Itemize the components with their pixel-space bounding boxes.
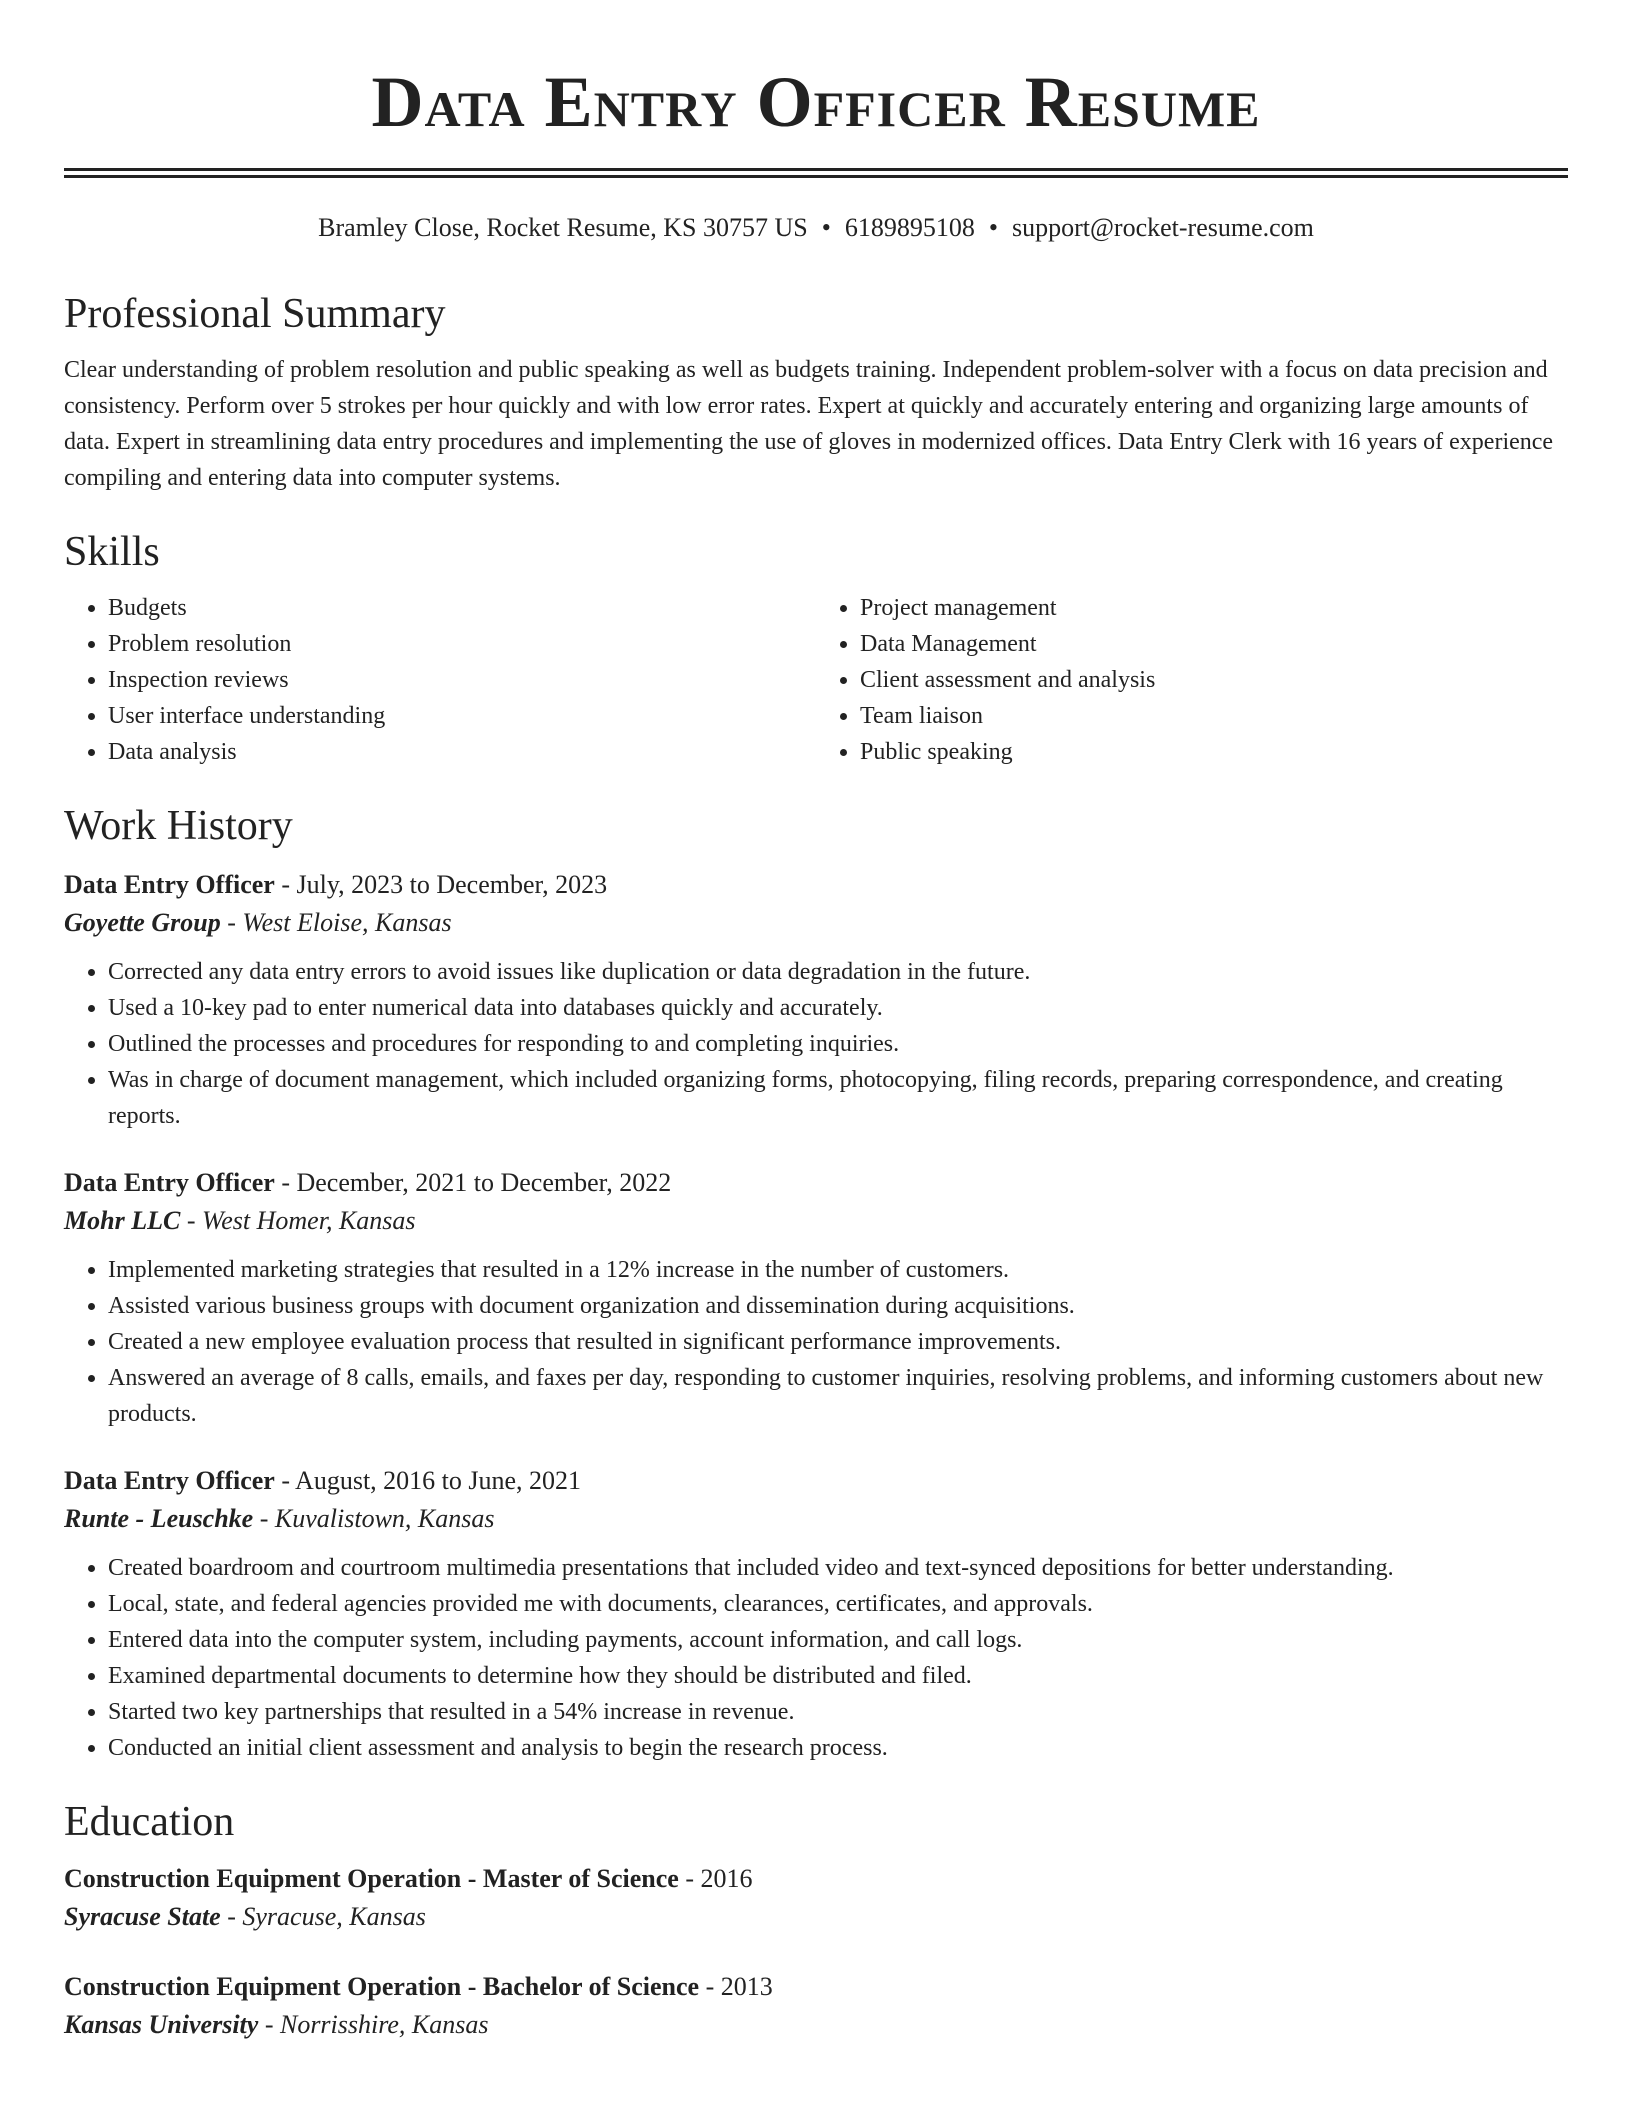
job-bullet: • Local, state, and federal agencies provided me with documents, clearances, certificates, and approvals.: [108, 1586, 1568, 1622]
job-bullet: • Corrected any data entry errors to avoid issues like duplication or data degradation in the future.: [108, 954, 1568, 990]
job-bullets: [64, 1252, 1568, 1432]
contact-phone: 6189895108: [844, 213, 975, 242]
skill-item: • Problem resolution: [108, 626, 816, 662]
job-location: - West Eloise, Kansas: [220, 908, 452, 937]
skill-item: • Inspection reviews: [108, 662, 816, 698]
contact-line: [64, 210, 1568, 246]
education-year: - 2016: [678, 1864, 753, 1893]
job-company: Mohr LLC: [64, 1206, 181, 1235]
job-bullet: • Created a new employee evaluation process that resulted in significant performance improvements.: [108, 1324, 1568, 1360]
skill-item: • Budgets: [108, 590, 816, 626]
job-bullet: • Implemented marketing strategies that resulted in a 12% increase in the number of customers.: [108, 1252, 1568, 1288]
education-entry: [64, 1860, 1568, 1936]
education-year: - 2013: [699, 1972, 773, 2001]
job-entry: [64, 866, 1568, 1134]
job-company-line: [64, 904, 1568, 942]
job-dates: - August, 2016 to June, 2021: [274, 1466, 582, 1495]
education-degree-line: [64, 1968, 1568, 2006]
job-bullet: • Started two key partnerships that resulted in a 54% increase in revenue.: [108, 1694, 1568, 1730]
work-history-section: [64, 798, 1568, 1766]
job-bullet: • Assisted various business groups with document organization and dissemination during acquisitions.: [108, 1288, 1568, 1324]
education-section: [64, 1794, 1568, 2044]
job-title-line: [64, 1164, 1568, 1202]
job-company-line: [64, 1202, 1568, 1240]
job-company: Runte - Leuschke: [64, 1504, 254, 1533]
job-bullet: • Was in charge of document management, which included organizing forms, photocopying, filing records, preparing correspondence, and creating reports.: [108, 1062, 1568, 1134]
skills-list-left: [64, 590, 816, 770]
skill-item: • Client assessment and analysis: [860, 662, 1568, 698]
skill-item: • Public speaking: [860, 734, 1568, 770]
job-bullet: • Created boardroom and courtroom multimedia presentations that included video and text-synced depositions for better understanding.: [108, 1550, 1568, 1586]
job-location: - Kuvalistown, Kansas: [253, 1504, 495, 1533]
skill-item: • User interface understanding: [108, 698, 816, 734]
education-school: Kansas University: [64, 2010, 259, 2039]
job-bullets: [64, 954, 1568, 1134]
education-degree: Construction Equipment Operation - Master of Science: [64, 1864, 679, 1893]
job-bullet: • Conducted an initial client assessment and analysis to begin the research process.: [108, 1730, 1568, 1766]
job-bullet: • Used a 10-key pad to enter numerical data into databases quickly and accurately.: [108, 990, 1568, 1026]
job-title: Data Entry Officer: [64, 1168, 275, 1197]
skill-item: • Data Management: [860, 626, 1568, 662]
education-school: Syracuse State: [64, 1902, 221, 1931]
education-location: - Syracuse, Kansas: [220, 1902, 426, 1931]
job-title: Data Entry Officer: [64, 870, 275, 899]
job-entry: [64, 1462, 1568, 1766]
work-history-heading: Work History: [64, 803, 293, 849]
education-location: - Norrisshire, Kansas: [258, 2010, 489, 2039]
education-degree: Construction Equipment Operation - Bachelor of Science: [64, 1972, 700, 2001]
job-bullets: [64, 1550, 1568, 1766]
title-double-rule: [64, 168, 1568, 178]
contact-separator: •: [821, 213, 831, 242]
job-entry: [64, 1164, 1568, 1432]
job-title-line: [64, 866, 1568, 904]
education-school-line: [64, 1898, 1568, 1936]
summary-section: [64, 286, 1568, 496]
job-title-line: [64, 1462, 1568, 1500]
skills-section: [64, 524, 1568, 770]
summary-text: Clear understanding of problem resolution and public speaking as well as budgets training. Independent problem-solver with a focus on data precision and consistency. Perform over 5 strokes per hour quickly and with low error rates. Expert at quickly and accurately entering and organizing large amounts of data. Expert in streamlining data entry procedures and implementing the use of gloves in modernized offices. Data Entry Clerk with 16 years of experience compiling and entering data into computer systems.: [64, 357, 1554, 491]
skills-heading: Skills: [64, 529, 160, 575]
summary-heading: Professional Summary: [64, 291, 446, 337]
education-degree-line: [64, 1860, 1568, 1898]
contact-separator: •: [988, 213, 998, 242]
job-location: - West Homer, Kansas: [180, 1206, 416, 1235]
job-bullet: • Outlined the processes and procedures for responding to and completing inquiries.: [108, 1026, 1568, 1062]
job-company-line: [64, 1500, 1568, 1538]
resume-title: Data Entry Officer Resume: [371, 62, 1261, 142]
job-bullet: • Entered data into the computer system, including payments, account information, and call logs.: [108, 1622, 1568, 1658]
job-bullet: • Answered an average of 8 calls, emails, and faxes per day, responding to customer inquiries, resolving problems, and informing customers about new products.: [108, 1360, 1568, 1432]
job-company: Goyette Group: [64, 908, 221, 937]
education-entry: [64, 1968, 1568, 2044]
skill-item: • Data analysis: [108, 734, 816, 770]
education-heading: Education: [64, 1799, 235, 1845]
skills-columns: [64, 590, 1568, 770]
skill-item: • Project management: [860, 590, 1568, 626]
job-title: Data Entry Officer: [64, 1466, 275, 1495]
skill-item: • Team liaison: [860, 698, 1568, 734]
skills-list-right: [816, 590, 1568, 770]
contact-address: Bramley Close, Rocket Resume, KS 30757 US: [318, 213, 808, 242]
contact-email: support@rocket-resume.com: [1011, 213, 1314, 242]
job-dates: - December, 2021 to December, 2022: [274, 1168, 672, 1197]
job-dates: - July, 2023 to December, 2023: [274, 870, 608, 899]
job-bullet: • Examined departmental documents to determine how they should be distributed and filed.: [108, 1658, 1568, 1694]
education-school-line: [64, 2006, 1568, 2044]
